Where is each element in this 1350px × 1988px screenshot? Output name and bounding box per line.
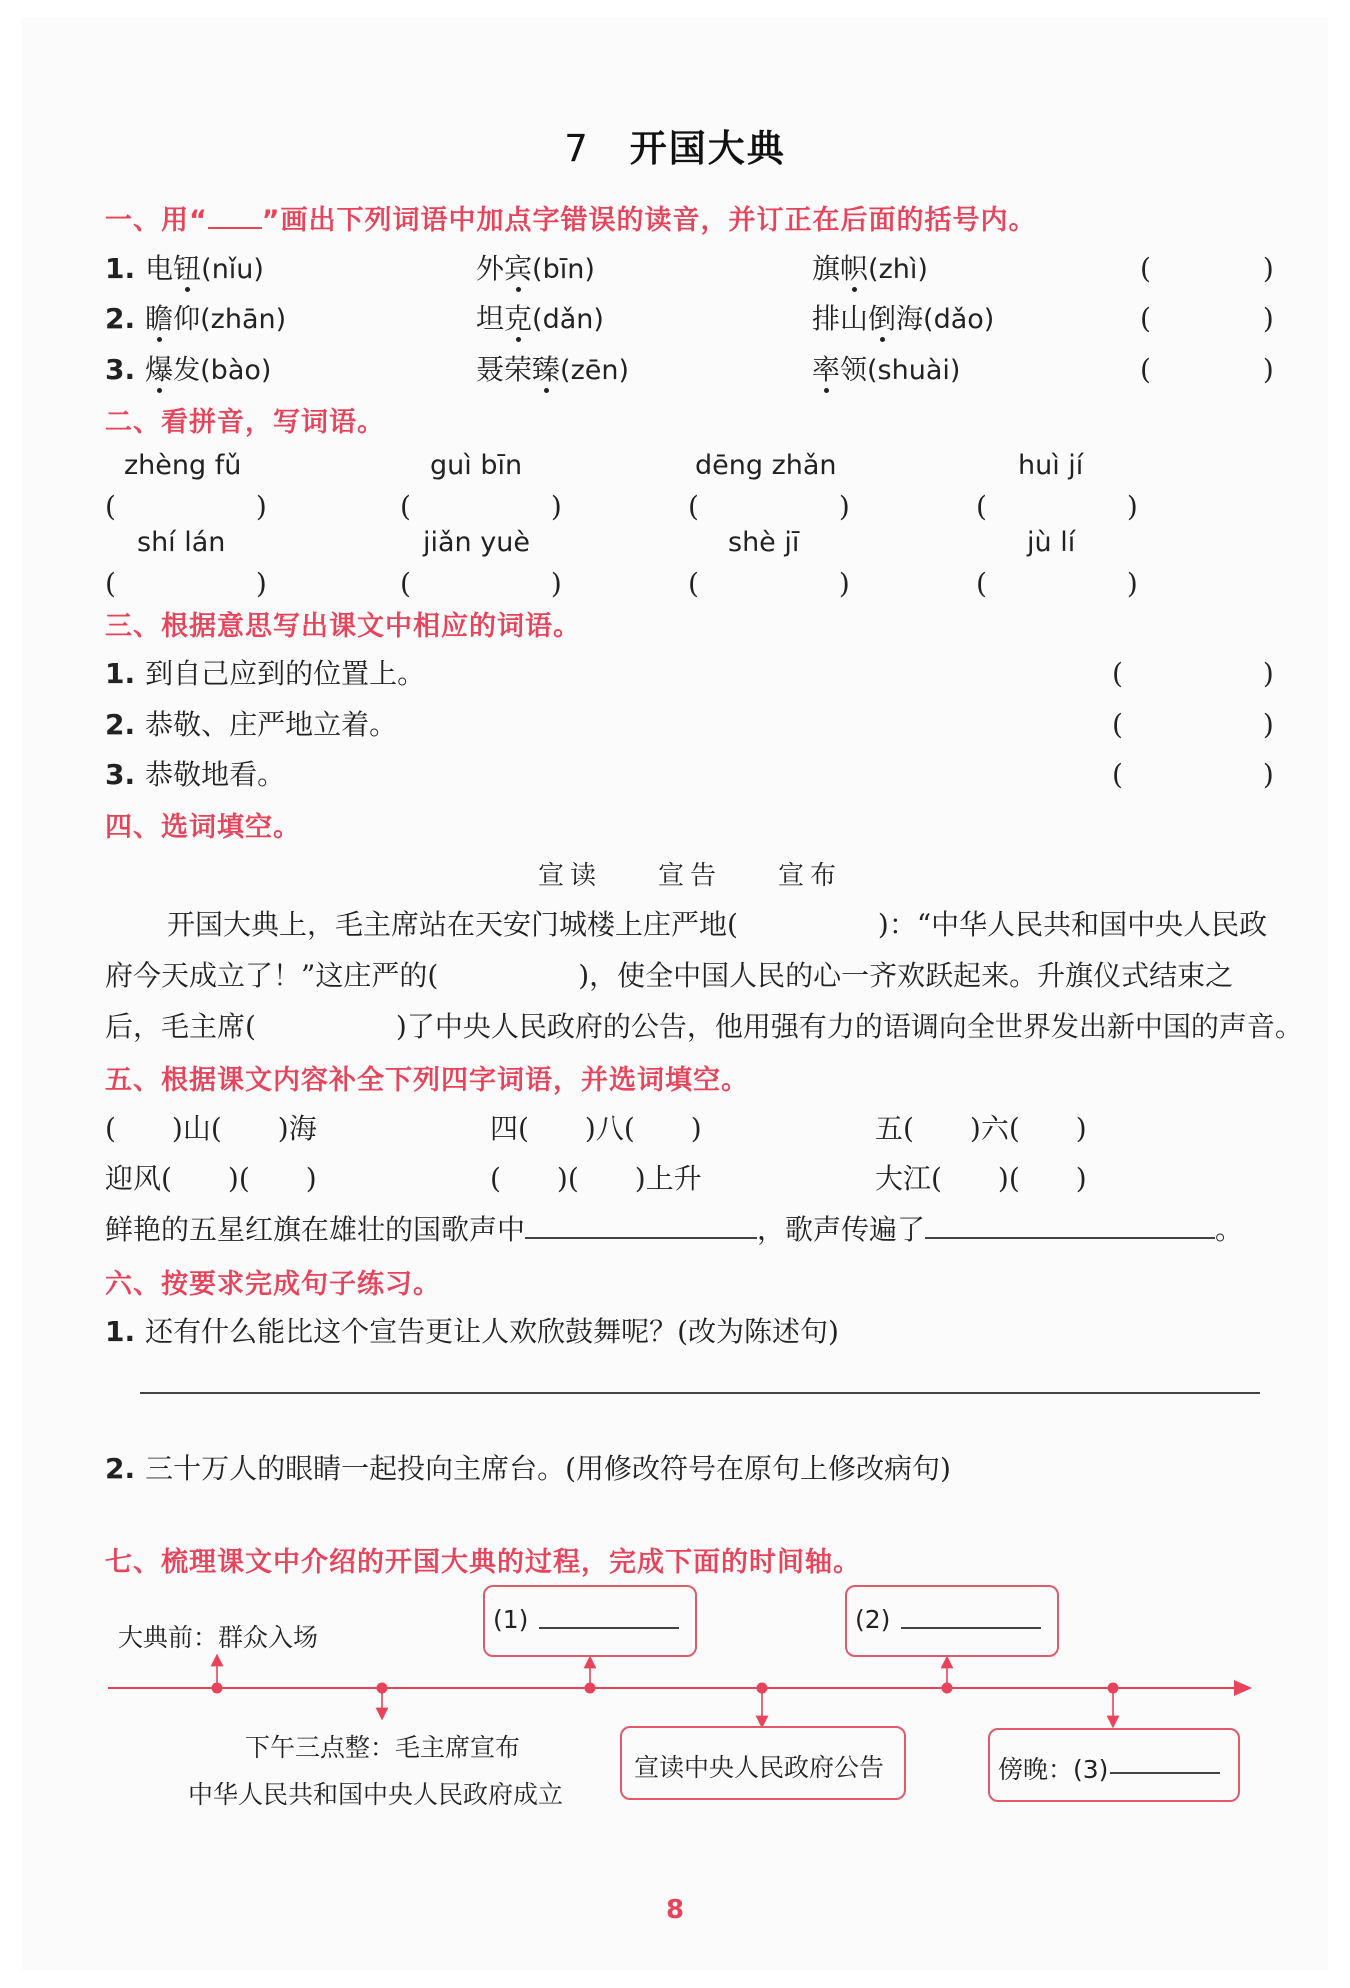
- timeline-3pm-line-2: 中华人民共和国中央人民政府成立: [188, 1780, 564, 1809]
- timeline-box-1: (1): [483, 1585, 697, 1657]
- s1-answer-bracket-3[interactable]: ( ): [1140, 353, 1274, 386]
- idiom-1: ( )山( )海: [105, 1112, 317, 1145]
- s6-question-1: 1. 还有什么能比这个宣告更让人欢欣鼓舞呢？(改为陈述句): [105, 1315, 839, 1348]
- s1-item-1b: 外宾(bīn): [476, 252, 595, 285]
- section-7-heading: 七、梳理课文中介绍的开国大典的过程，完成下面的时间轴。: [105, 1547, 861, 1578]
- s3-bracket-1[interactable]: ( ): [1112, 657, 1274, 690]
- s3-item-1: 1. 到自己应到的位置上。: [105, 657, 426, 690]
- passage-line-1: 开国大典上，毛主席站在天安门城楼上庄严地( )：“中华人民共和国中央人民政: [167, 908, 1268, 941]
- s5-sentence: 鲜艳的五星红旗在雄壮的国歌声中 ，歌声传遍了 。: [105, 1213, 1244, 1246]
- section-2-heading: 二、看拼音，写词语。: [105, 407, 385, 438]
- s2-bracket-8[interactable]: ( ): [976, 567, 1138, 600]
- idiom-3: 五( )六( ): [875, 1112, 1087, 1145]
- timeline-3pm-line-1: 下午三点整：毛主席宣布: [245, 1733, 521, 1762]
- s2-bracket-2[interactable]: ( ): [400, 490, 562, 523]
- s2-bracket-6[interactable]: ( ): [400, 567, 562, 600]
- pinyin-she-ji: shè jī: [728, 527, 800, 558]
- s3-item-3: 3. 恭敬地看。: [105, 758, 286, 791]
- s1-item-3c: 率领(shuài): [812, 353, 961, 386]
- pinyin-gui-bin: guì bīn: [430, 450, 523, 481]
- passage-line-2: 府今天成立了！”这庄严的( )，使全中国人民的心一齐欢跃起来。升旗仪式结束之: [105, 959, 1234, 992]
- pinyin-zheng-fu: zhèng fǔ: [124, 450, 242, 481]
- s1-item-2: 2. 瞻仰(zhān): [105, 302, 287, 335]
- pinyin-jian-yue: jiǎn yuè: [423, 527, 530, 558]
- section-6-heading: 六、按要求完成句子练习。: [105, 1269, 441, 1300]
- pinyin-deng-zhan: dēng zhǎn: [695, 450, 837, 481]
- section-1-heading: 一、用“ ”画出下列词语中加点字错误的读音，并订正在后面的括号内。: [105, 205, 1037, 236]
- idiom-5: ( )( )上升: [490, 1162, 702, 1195]
- word-bank: 宣读 宣告 宣布: [538, 861, 843, 891]
- section-5-heading: 五、根据课文内容补全下列四字词语，并选词填空。: [105, 1065, 749, 1096]
- idiom-4: 迎风( )( ): [105, 1162, 317, 1195]
- s1-item-1c: 旗帜(zhì): [812, 252, 928, 285]
- pinyin-ju-li: jù lí: [1027, 527, 1076, 558]
- s1-item-3b: 聂荣臻(zēn): [476, 353, 629, 386]
- timeline-blank-1[interactable]: [539, 1627, 679, 1629]
- s2-bracket-4[interactable]: ( ): [976, 490, 1138, 523]
- timeline-before-label: 大典前：群众入场: [118, 1623, 319, 1652]
- s3-bracket-2[interactable]: ( ): [1112, 708, 1274, 741]
- s1-item-2c: 排山倒海(dǎo): [812, 302, 995, 335]
- passage-line-3: 后，毛主席( )了中央人民政府的公告，他用强有力的语调向全世界发出新中国的声音。: [105, 1010, 1303, 1043]
- pinyin-shi-lan: shí lán: [137, 527, 226, 558]
- s3-item-2: 2. 恭敬、庄严地立着。: [105, 708, 398, 741]
- s6-question-2: 2. 三十万人的眼睛一起投向主席台。(用修改符号在原句上修改病句): [105, 1452, 951, 1485]
- timeline-box-read-announcement: 宣读中央人民政府公告: [620, 1726, 906, 1800]
- section-3-heading: 三、根据意思写出课文中相应的词语。: [105, 611, 581, 642]
- idiom-6: 大江( )( ): [875, 1162, 1087, 1195]
- timeline-blank-3[interactable]: [1110, 1772, 1220, 1774]
- s2-bracket-5[interactable]: ( ): [105, 567, 267, 600]
- pinyin-hui-ji: huì jí: [1018, 450, 1084, 481]
- timeline-box-evening: 傍晚：(3): [988, 1728, 1240, 1802]
- timeline-blank-2[interactable]: [901, 1627, 1041, 1629]
- section-4-heading: 四、选词填空。: [105, 812, 301, 843]
- lesson-title: 开国大典: [629, 127, 786, 170]
- s1-item-2b: 坦克(dǎn): [476, 302, 604, 335]
- s3-bracket-3[interactable]: ( ): [1112, 758, 1274, 791]
- s1-item-1: 1. 电钮(nǐu): [105, 252, 264, 285]
- page-number: 8: [665, 1895, 685, 1925]
- s1-answer-bracket-2[interactable]: ( ): [1140, 302, 1274, 335]
- s1-item-3: 3. 爆发(bào): [105, 353, 272, 386]
- timeline-box-2: (2): [845, 1585, 1059, 1657]
- s2-bracket-7[interactable]: ( ): [688, 567, 850, 600]
- s1-answer-bracket-1[interactable]: ( ): [1140, 252, 1274, 285]
- lesson-number: 7: [564, 127, 590, 170]
- s2-bracket-3[interactable]: ( ): [688, 490, 850, 523]
- s2-bracket-1[interactable]: ( ): [105, 490, 267, 523]
- idiom-2: 四( )八( ): [490, 1112, 702, 1145]
